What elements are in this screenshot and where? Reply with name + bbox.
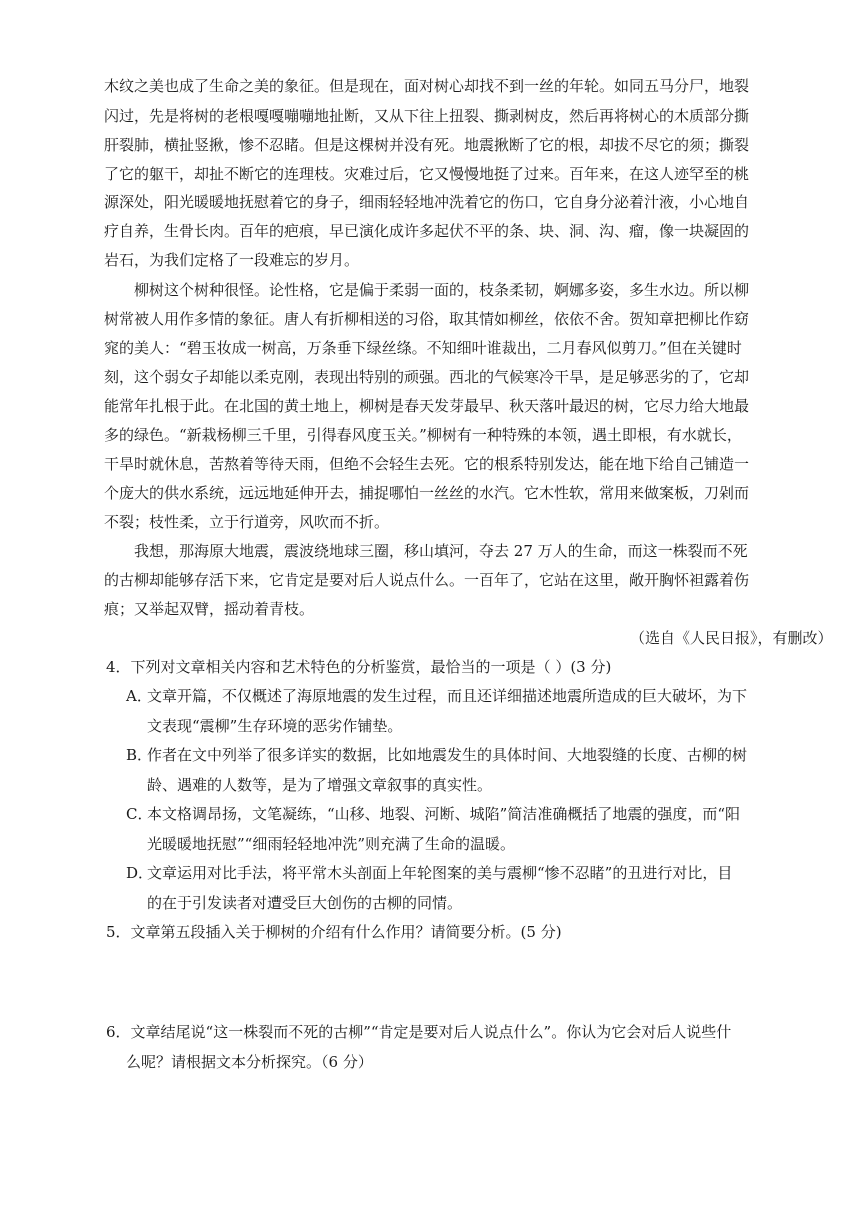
option-b-text: 龄、遇难的人数等，是为了增强文章叙事的真实性。 (147, 776, 493, 794)
passage-line: 痕；又举起双臂，摇动着青枝。 (104, 600, 315, 618)
question-5-stem: 5．文章第五段插入关于柳树的介绍有什么作用？请简要分析。(5 分) (106, 923, 562, 941)
option-c-text: 本文格调昂扬，文笔凝练，“山移、地裂、河断、城陷”简洁准确概括了地震的强度，而“阳 (147, 805, 741, 823)
passage-line: 柳树这个树种很怪。论性格，它是偏于柔弱一面的，枝条柔韧，婀娜多姿，多生水边。所以柳 (134, 281, 750, 299)
option-d-text: 的在于引发读者对遭受巨大创伤的古柳的同情。 (147, 894, 463, 912)
passage-line: 肝裂肺，横扯竖揪，惨不忍睹。但是这棵树并没有死。地震揪断了它的根，却拔不尽它的须；撕裂 (104, 136, 750, 154)
option-b-label: B． (126, 746, 153, 764)
passage-line: 树常被人用作多情的象征。唐人有折柳相送的习俗，取其情如柳丝，依依不舍。贺知章把柳比作窈 (104, 310, 750, 328)
passage-line: 闪过，先是将树的老根嘎嘎嘣嘣地扯断，又从下往上扭裂、撕剥树皮，然后再将树心的木质部分撕 (104, 107, 750, 125)
passage-line: 能常年扎根于此。在北国的黄土地上，柳树是春天发芽最早、秋天落叶最迟的树，它尽力给大地最 (104, 397, 750, 415)
passage-line: 木纹之美也成了生命之美的象征。但是现在，面对树心却找不到一丝的年轮。如同五马分尸，地裂 (104, 77, 750, 95)
passage-line: 的古柳却能够存活下来，它肯定是要对后人说点什么。一百年了，它站在这里，敞开胸怀袒露着伤 (104, 571, 750, 589)
option-a-text: 文章开篇，不仅概述了海原地震的发生过程，而且还详细描述地震所造成的巨大破坏，为下 (147, 687, 748, 705)
passage-line: 岩石，为我们定格了一段难忘的岁月。 (104, 251, 360, 269)
option-c-label: C． (126, 805, 153, 823)
option-d-label: D． (126, 864, 154, 882)
question-6-stem: 么呢？请根据文本分析探究。（6 分） (126, 1053, 373, 1071)
question-6-stem: 6．文章结尾说“这一株裂而不死的古柳”“肯定是要对后人说点什么”。你认为它会对后人说些什 (106, 1023, 732, 1041)
passage-line: 了它的躯干，却扯不断它的连理枝。灾难过后，它又慢慢地挺了过来。百年来，在这人迹罕至的桃 (104, 165, 750, 183)
passage-line: 刻，这个弱女子却能以柔克刚，表现出特别的顽强。西北的气候寒冷干旱，是足够恶劣的了，它却 (104, 368, 750, 386)
option-c-text: 光暖暖地抚慰”“细雨轻轻地冲洗”则充满了生命的温暖。 (147, 835, 516, 853)
question-4-stem: 4．下列对文章相关内容和艺术特色的分析鉴赏，最恰当的一项是（ ）(3 分) (106, 658, 612, 676)
passage-line: 多的绿色。“新栽杨柳三千里，引得春风度玉关。”柳树有一种特殊的本领，遇土即根，有水就长， (104, 426, 742, 444)
passage-line: 我想，那海原大地震，震波绕地球三圈，移山填河，夺去 27 万人的生命，而这一株裂而不死 (134, 542, 748, 560)
passage-line: 不裂；枝性柔，立于行道旁，风吹而不折。 (104, 513, 390, 531)
option-a-text: 文表现“震柳”生存环境的恶劣作铺垫。 (147, 717, 403, 735)
source-citation: （选自《人民日报》，有删改） (630, 629, 833, 647)
option-b-text: 作者在文中列举了很多详实的数据，比如地震发生的具体时间、大地裂缝的长度、古柳的树 (147, 746, 748, 764)
passage-line: 个庞大的供水系统，远远地延伸开去，捕捉哪怕一丝丝的水汽。它木性软，常用来做案板，刀剁而 (104, 484, 750, 502)
passage-line: 干旱时就休息，苦熬着等待天雨，但绝不会轻生去死。它的根系特别发达，能在地下给自己铺造一 (104, 455, 750, 473)
passage-line: 疗自养，生骨长肉。百年的疤痕，早已演化成许多起伏不平的条、块、洞、沟、瘤，像一块凝固的 (104, 222, 750, 240)
option-d-text: 文章运用对比手法，将平常木头剖面上年轮图案的美与震柳“惨不忍睹”的丑进行对比，目 (147, 864, 733, 882)
option-a-label: A． (126, 687, 152, 705)
passage-line: 窕的美人：“碧玉妆成一树高，万条垂下绿丝绦。不知细叶谁裁出，二月春风似剪刀。”但在关键时 (104, 339, 742, 357)
passage-line: 源深处，阳光暖暖地抚慰着它的身子，细雨轻轻地冲洗着它的伤口，它自身分泌着汁液，小心地自 (104, 193, 750, 211)
